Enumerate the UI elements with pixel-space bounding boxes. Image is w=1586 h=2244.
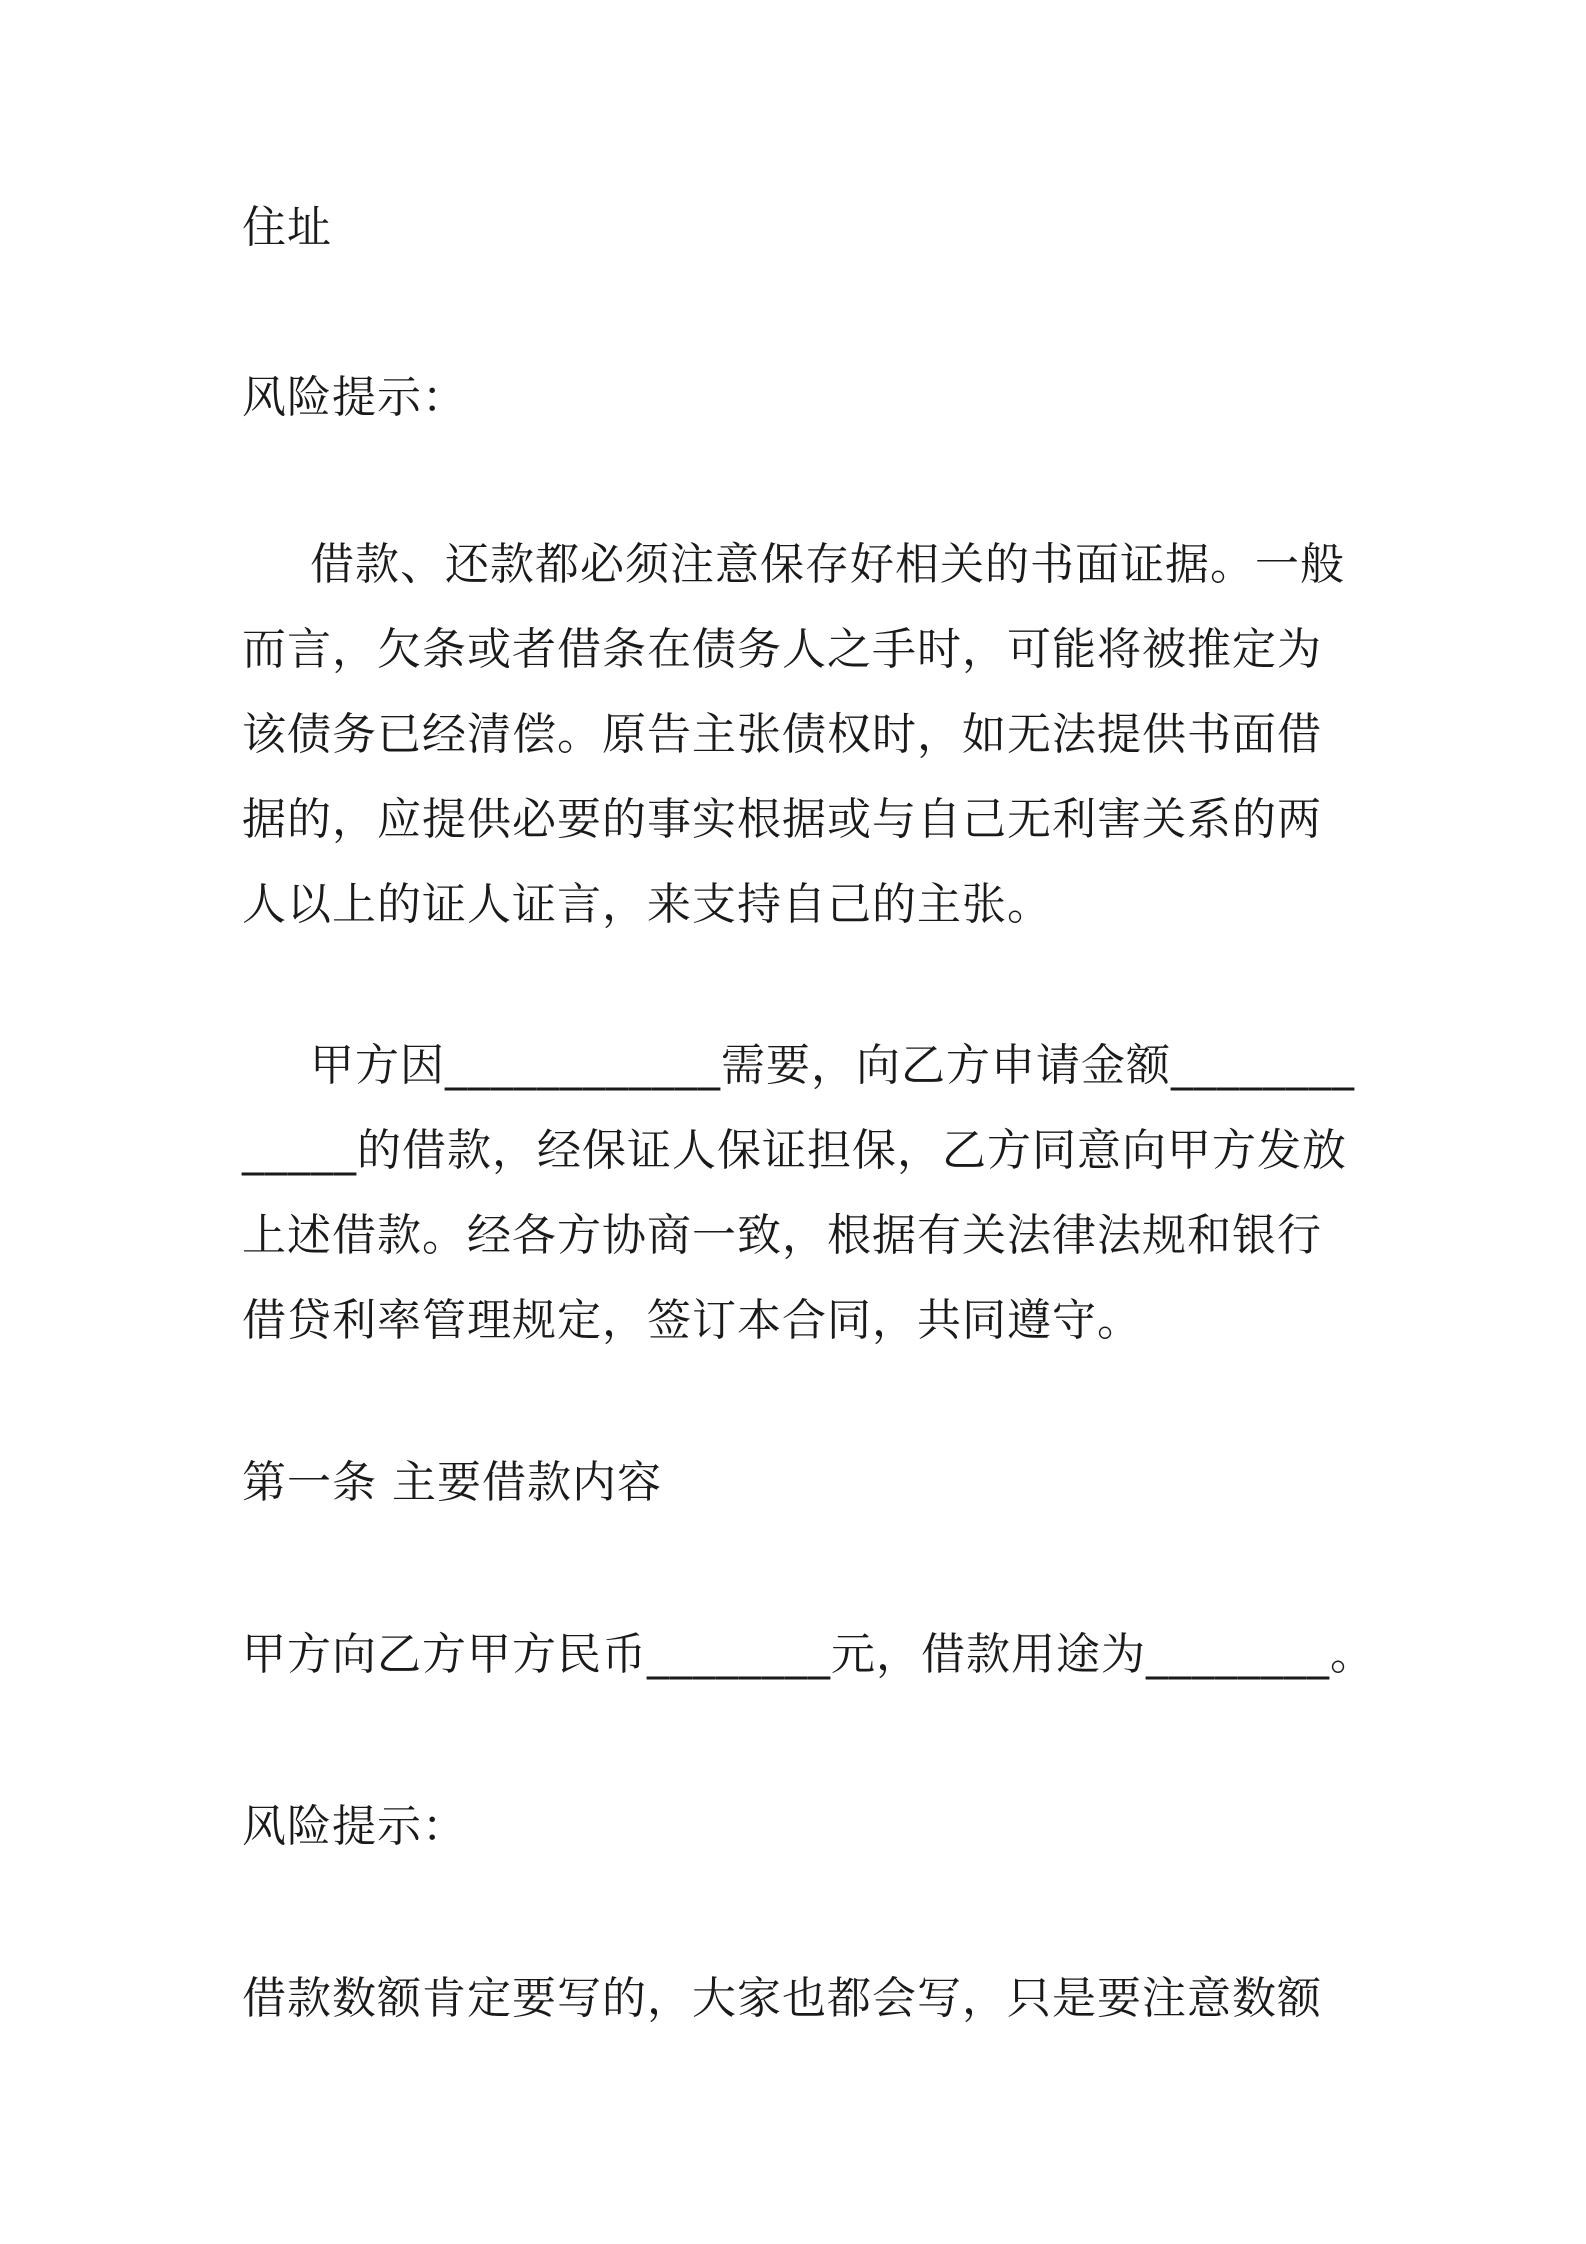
risk-paragraph-1: 借款、还款都必须注意保存好相关的书面证据。一般而言，欠条或者借条在债务人之手时，可能将被推定为该债务已经清偿。原告主张债权时，如无法提供书面借据的，应提供必要的事实根据或与自己无利害关系的两人以上的证人证言，来支持自己的主张。 bbox=[242, 539, 1345, 930]
risk-title-1: 风险提示： bbox=[242, 372, 467, 423]
risk-paragraph-2: 借款数额肯定要写的，大家也都会写，只是要注意数额 bbox=[242, 1973, 1322, 2024]
article-1-text: 甲方向乙方甲方民币________元，借款用途为________。 bbox=[242, 1629, 1375, 1680]
risk-title-2: 风险提示： bbox=[242, 1801, 467, 1852]
contract-paragraph: 甲方因____________需要，向乙方申请金额_____________的借款，经保证人保证担保，乙方同意向甲方发放上述借款。经各方协商一致，根据有关法律法规和银行借贷利率管理规定，签订本合同，共同遵守。 bbox=[242, 1040, 1355, 1346]
address-label: 住址 bbox=[242, 202, 332, 253]
article-1-title: 第一条 主要借款内容 bbox=[242, 1457, 662, 1508]
